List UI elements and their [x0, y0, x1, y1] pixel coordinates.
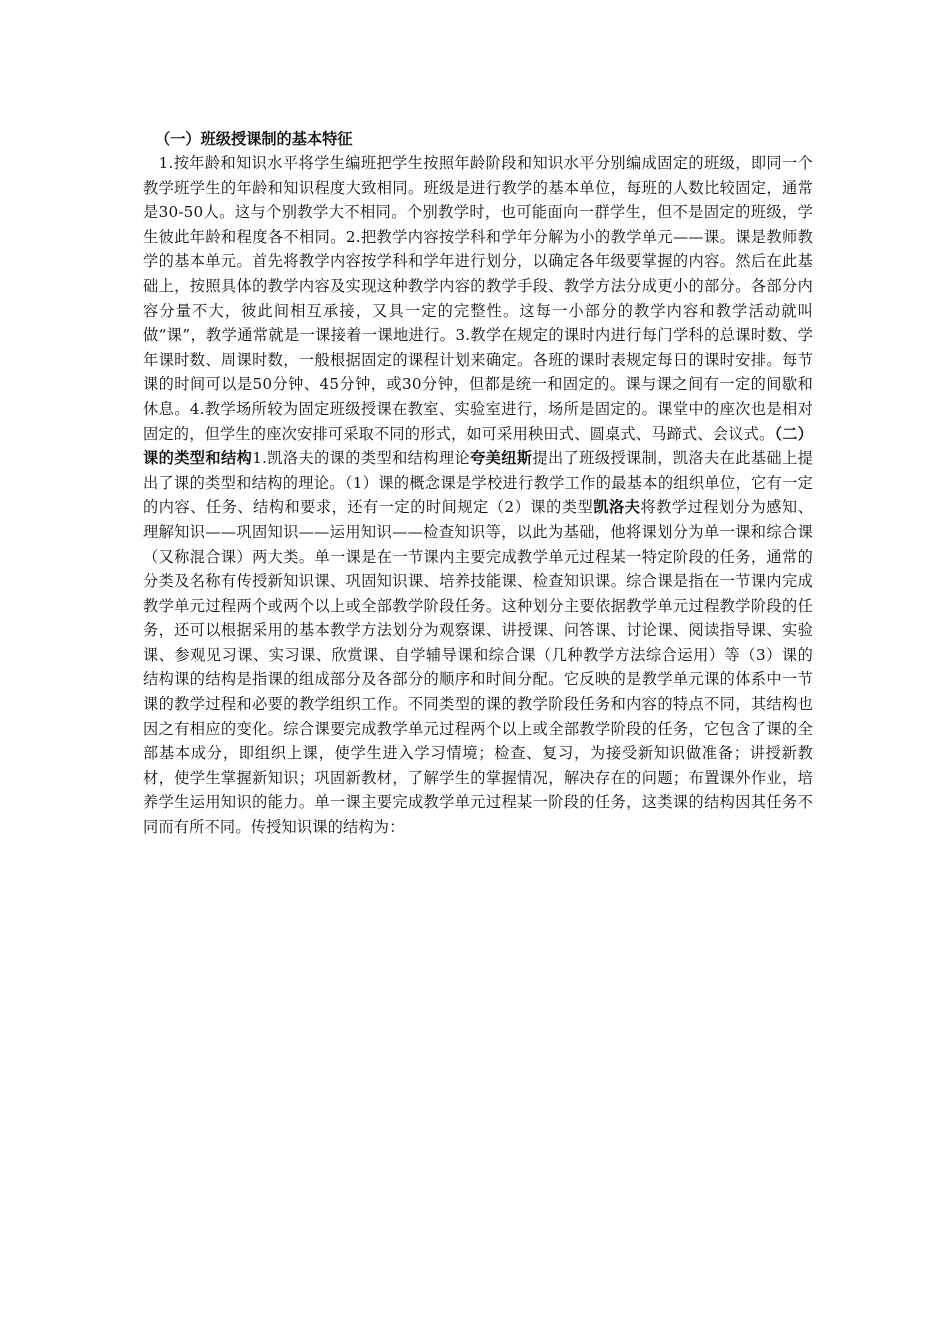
- body-paragraph: [143, 151, 813, 840]
- paragraph-text-part1: 1.按年龄和知识水平将学生编班把学生按照年龄阶段和知识水平分别编成固定的班级，即同一个教学班学生的年龄和知识程度大致相同。班级是进行教学的基本单位，每班的人数比较固定，通常是30-50人。这与个别教学大不相同。个别教学时，也可能面向一群学生，但不是固定的班级，学生彼此年龄和程度各不相同。2.把教学内容按学科和学年分解为小的教学单元——课。课是教师教学的基本单元。首先将教学内容按学科和学年进行划分，以确定各年级要掌握的内容。然后在此基础上，按照具体的教学内容及实现这种教学内容的教学手段、教学方法分成更小的部分。各部分内容分量不大，彼此间相互承接，又具一定的完整性。这每一小部分的教学内容和教学活动就叫做“课”，教学通常就是一课接着一课地进行。3.教学在规定的课时内进行每门学科的总课时数、学年课时数、周课时数，一般根据固定的课程计划来确定。各班的课时表规定每日的课时安排。每节课的时间可以是50分钟、45分钟，或30分钟，但都是统一和固定的。课与课之间有一定的间歇和休息。4.教学场所较为固定班级授课在教室、实验室进行，场所是固定的。课堂中的座次也是相对固定的，但学生的座次安排可采取不同的形式，如可采用秧田式、圆桌式、马蹄式、会议式。: [143, 154, 813, 443]
- paragraph-text-part2: 1.凯洛夫的课的类型和结构理论: [252, 449, 471, 468]
- document-content: [143, 127, 813, 840]
- section-heading-inline: （二）课的类型和结构: [143, 424, 814, 468]
- bold-name-comenius: 夸美纽斯: [470, 449, 533, 468]
- paragraph-text-part3: 提出了班级授课制，凯洛夫在此基础上提出了课的类型和结构的理论。（1）课的概念课是学校进行教学工作的最基本的组织单位，它有一定的内容、任务、结构和要求，还有一定的时间规定（2）课的类型: [143, 449, 813, 517]
- paragraph-text-part4: 将教学过程划分为感知、理解知识——巩固知识——运用知识——检查知识等，以此为基础，他将课划分为单一课和综合课（又称混合课）两大类。单一课是在一节课内主要完成教学单元过程某一特定阶段的任务，通常的分类及名称有传授新知识课、巩固知识课、培养技能课、检查知识课。综合课是指在一节课内完成教学单元过程两个或两个以上或全部教学阶段任务。这种划分主要依据教学单元过程教学阶段的任务，还可以根据采用的基本教学方法划分为观察课、讲授课、问答课、讨论课、阅读指导课、实验课、参观见习课、实习课、欣赏课、自学辅导课和综合课（几种教学方法综合运用）等（3）课的结构课的结构是指课的组成部分及各部分的顺序和时间分配。它反映的是教学单元课的体系中一节课的教学过程和必要的教学组织工作。不同类型的课的教学阶段任务和内容的特点不同，其结构也因之有相应的变化。综合课要完成教学单元过程两个以上或全部教学阶段的任务，它包含了课的全部基本成分，即组织上课，使学生进入学习情境；检查、复习，为接受新知识做准备；讲授新教材，使学生掌握新知识；巩固新教材，了解学生的掌握情况，解决存在的问题；布置课外作业，培养学生运用知识的能力。单一课主要完成教学单元过程某一阶段的任务，这类课的结构因其任务不同而有所不同。传授知识课的结构为：: [143, 498, 813, 837]
- bold-name-kairov: 凯洛夫: [593, 498, 641, 517]
- section-heading: （一）班级授课制的基本特征: [155, 130, 353, 148]
